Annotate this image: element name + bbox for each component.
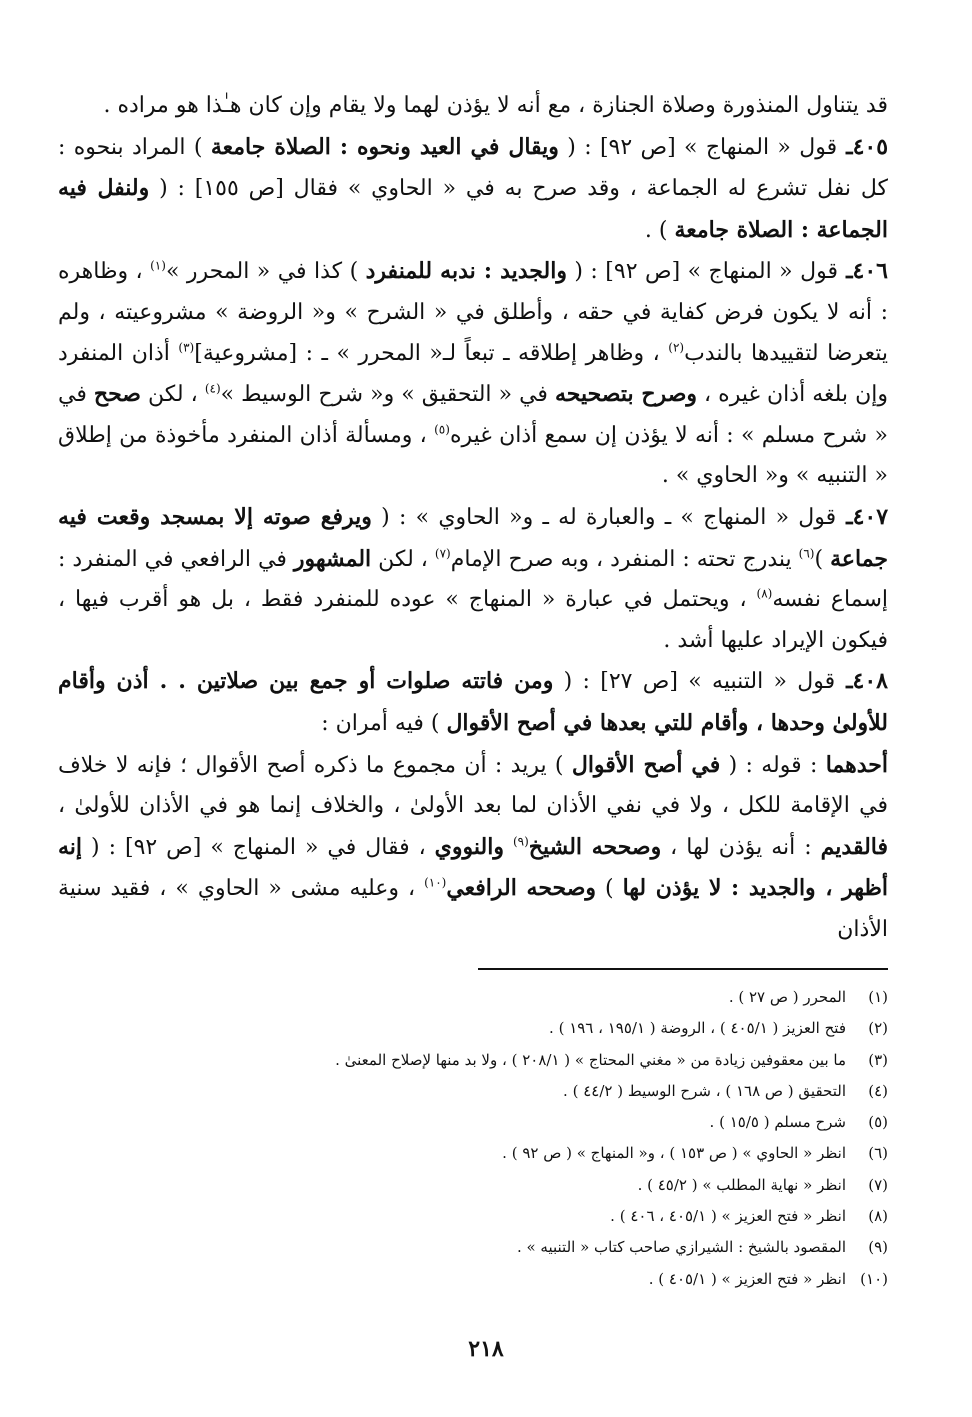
text-run: قول « المنهاج » [ص ٩٢] : ( — [558, 134, 838, 160]
footnote-ref: (٦) — [798, 546, 815, 561]
footnote-item — [58, 1201, 888, 1232]
bold-text: إنه أظهر ، والجديد : لا يؤذن لها — [58, 833, 888, 902]
footnote-ref: (٥) — [434, 422, 450, 437]
text-run: ) يريد : أن مجموع ما ذكره أصح الأقوال ؛ فإنه لا خلاف في الإقامة للكل ، ولا في نفي الأذان لما بعد الأولىٰ ، والخلاف إنما هو في الأذان للأولىٰ ، — [58, 752, 888, 819]
footnote-ref: (٢) — [668, 340, 685, 355]
bold-text: فالقديم — [820, 833, 888, 860]
footnote-text: شرح مسلم ( ١٥/٥ ) . — [709, 1113, 846, 1132]
footnote-number: (٧) — [868, 1175, 888, 1194]
bold-text: ٤٠٧ـ — [836, 503, 889, 530]
text-run: ) المراد بنحوه : كل نفل تشرع له الجماعة ، وقد صرح به في « الحاوي » فقال [ص ١٥٥] : ( — [58, 134, 888, 202]
footnote-number: (١) — [868, 988, 888, 1006]
bold-text: المشهور — [293, 545, 372, 572]
bold-text: ٤٠٥ـ — [837, 133, 889, 160]
paragraph — [58, 86, 888, 127]
bold-text: والجديد : ندبه للمنفرد — [365, 258, 567, 285]
text-run: ) — [814, 546, 831, 572]
footnote-item — [58, 1045, 888, 1076]
bold-text: ٤٠٨ـ — [835, 668, 888, 695]
footnote-text: انظر « فتح العزيز » ( ٤٠٥/١ ) . — [648, 1269, 846, 1288]
bold-text: وصححه الرافعي — [446, 875, 597, 902]
footnote-item — [58, 1264, 888, 1295]
main-text — [58, 86, 888, 950]
footnote-number: (٢) — [868, 1019, 888, 1038]
footnotes — [58, 982, 888, 1295]
paragraph — [58, 127, 888, 252]
footnote-text: المحرر ( ص ٢٧ ) . — [728, 988, 846, 1006]
text-run: ، لكن — [371, 546, 435, 572]
footnote-item — [58, 1232, 888, 1263]
text-run: في « شرح مسلم » : أنه لا يؤذن إن سمع أذان غيره — [58, 382, 889, 448]
footnote-text: المقصود بالشيخ : الشيرازي صاحب كتاب « التنبيه » . — [516, 1238, 846, 1257]
footnote-text: ما بين معقوفين زيادة من « مغني المحتاج » ( ٢٠٨/١ ) ، ولا بد منها لإصلاح المعنىٰ . — [335, 1050, 846, 1069]
bold-text: وصححه الشيخ — [528, 833, 662, 860]
footnote-ref: (٣) — [178, 340, 195, 355]
footnote-number: (٤) — [868, 1081, 888, 1100]
footnote-text: انظر « فتح العزيز » ( ٤٠٥/١ ، ٤٠٦ ) . — [610, 1207, 846, 1226]
footnote-text: التحقيق ( ص ١٦٨ ) ، شرح الوسيط ( ٤٤/٢ ) . — [563, 1081, 846, 1100]
footnote-item — [58, 1013, 888, 1044]
text-run: ) كذا في « المحرر » — [165, 259, 366, 285]
footnote-number: (٣) — [868, 1050, 888, 1069]
text-run: ، ومسألة أذان المنفرد مأخوذة من إطلاق « التنبيه » و« الحاوي » . — [58, 422, 888, 489]
paragraph — [58, 745, 888, 951]
text-run: ، وظاهره : أنه لا يكون فرض كفاية في حقه ، وأطلق في « الشرح » و« الروضة » مشروعيته ، ولم يتعرضا لتقييدها بالندب — [58, 259, 888, 366]
bold-text: وصرح بتصحيحه — [554, 381, 697, 408]
text-run: أذان المنفرد وإن بلغه أذان غيره ، — [58, 340, 888, 408]
footnote-ref: (٧) — [434, 546, 451, 561]
text-run: قول « المنهاج » ـ والعبارة له ـ و« الحاوي » : ( — [371, 504, 837, 530]
footnote-ref: (٤) — [204, 381, 221, 396]
text-run — [504, 835, 513, 860]
text-run: ) فيه أمران : — [321, 710, 447, 736]
text-run: ) . — [644, 217, 675, 243]
footnote-text: انظر « نهاية المطلب » ( ٤٥/٢ ) . — [637, 1175, 846, 1194]
page-number: ٢١٨ — [468, 1336, 504, 1362]
text-run: يندرج تحته : المنفرد ، وبه صرح الإمام — [450, 546, 799, 572]
footnote-text: فتح العزيز ( ٤٠٥/١ ) ، الروضة ( ١٩٥/١ ، ١٩٦ ) . — [549, 1019, 846, 1038]
text-run: ، ويحتمل في عبارة « المنهاج » عوده للمنفرد فقط ، بل هو أقرب فيها ، فيكون الإيراد عليها أشد . — [58, 587, 888, 653]
text-run: : قوله : ( — [720, 752, 826, 778]
bold-text: والنووي — [434, 833, 504, 860]
text-run: ، لكن — [141, 382, 205, 408]
footnote-ref: (٨) — [756, 586, 773, 601]
text-run: في الرافعي في المنفرد : إسماع نفسه — [58, 546, 889, 613]
paragraph — [58, 661, 888, 744]
text-run: في « التحقيق » و« شرح الوسيط » — [220, 382, 555, 408]
footnote-item — [58, 1170, 888, 1201]
footnote-number: (١٠) — [860, 1269, 888, 1288]
bold-text: في أصح الأقوال — [571, 751, 721, 778]
bold-text: صحح — [93, 381, 141, 408]
footnote-ref: (١٠) — [424, 875, 447, 890]
footnote-ref: (١) — [150, 259, 166, 274]
footnote-ref: (٩) — [512, 834, 529, 849]
footnote-text: انظر « الحاوي » ( ص ١٥٣ ) ، و« المنهاج » ( ص ٩٢ ) . — [502, 1144, 846, 1163]
text-run: ، وعليه مشى « الحاوي » ، فقيد سنية الأذان — [58, 876, 888, 942]
footnote-divider — [478, 968, 888, 970]
footnote-number: (٩) — [868, 1238, 888, 1257]
text-run: ) — [596, 876, 623, 902]
footnote-number: (٨) — [868, 1207, 888, 1226]
text-run: ، فقال في « المنهاج » [ص ٩٢] : ( — [82, 834, 435, 860]
footnote-number: (٦) — [868, 1144, 888, 1163]
bold-text: أحدهما — [825, 751, 888, 778]
bold-text: ويرفع صوته إلا بمسجد وقعت فيه جماعة — [58, 503, 889, 572]
text-run: قد يتناول المنذورة وصلاة الجنازة ، مع أنه لا يؤذن لهما ولا يقام وإن كان هـٰذا هو مراده . — [103, 93, 888, 118]
text-run: قول « المنهاج » [ص ٩٢] : ( — [566, 259, 838, 285]
text-run: : أنه يؤذن لها ، — [661, 834, 821, 860]
text-run: قول « التنبيه » [ص ٢٧] : ( — [553, 669, 836, 695]
footnote-item — [58, 982, 888, 1013]
paragraph — [58, 251, 888, 497]
text-run: ، وظاهر إطلاقه ـ تبعاً لـ« المحرر » ـ : [مشروعية] — [194, 340, 669, 366]
bold-text: ويقال في العيد ونحوه : الصلاة جامعة — [210, 133, 559, 160]
footnote-item — [58, 1076, 888, 1107]
footnote-item — [58, 1107, 888, 1138]
bold-text: ٤٠٦ـ — [837, 258, 888, 285]
bold-text: ولنفل فيه الجماعة : الصلاة جامعة — [58, 175, 888, 243]
footnote-number: (٥) — [868, 1113, 888, 1132]
paragraph — [58, 497, 888, 661]
bold-text: ومن فاتته صلوات أو جمع بين صلاتين . . أذن وأقام للأولىٰ وحدها ، وأقام للتي بعدها في أصح الأقوال — [58, 668, 888, 736]
footnote-item — [58, 1138, 888, 1169]
